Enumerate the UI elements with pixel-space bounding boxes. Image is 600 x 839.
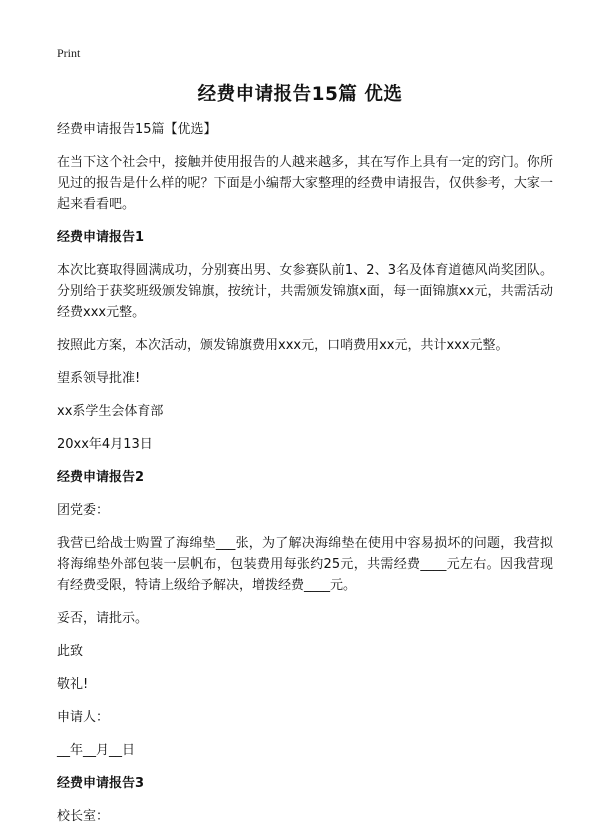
section2-date: __年__月__日 (57, 743, 136, 758)
section1-paragraph: 望系领导批准! (57, 371, 141, 386)
section3-addressee: 校长室： (57, 809, 110, 824)
section-heading-2: 经费申请报告2 (57, 470, 145, 485)
document-body (57, 119, 553, 839)
section2-addressee: 团党委： (57, 503, 110, 518)
section-heading-3: 经费申请报告3 (57, 776, 145, 791)
section2-paragraph: 妥否，请批示。 (57, 611, 149, 626)
section-heading-1: 经费申请报告1 (57, 230, 145, 245)
section1-signature: xx系学生会体育部 (57, 404, 164, 419)
section2-closing: 此致 (57, 644, 84, 659)
section2-applicant: 申请人： (57, 710, 110, 725)
print-label: Print (57, 46, 81, 60)
section1-paragraph: 本次比赛取得圆满成功，分别赛出男、女参赛队前1、2、3名及体育道德风尚奖团队。分别给于获奖班级颁发锦旗，按统计，共需颁发锦旗x面，每一面锦旗xx元，共需活动经费xxx元整。 (57, 263, 553, 320)
section1-paragraph: 按照此方案，本次活动，颁发锦旗费用xxx元，口哨费用xx元，共计xxx元整。 (57, 338, 509, 353)
section2-closing: 敬礼! (57, 677, 89, 692)
section2-paragraph: 我营已给战士购置了海绵垫___张，为了解决海绵垫在使用中容易损坏的问题，我营拟将海绵垫外部包装一层帆布，包装费用每张约25元，共需经费____元左右。因我营现有经费受限，特请上级给予解决，增拨经费____元。 (57, 536, 553, 593)
page-title: 经费申请报告15篇 优选 (197, 84, 403, 105)
section1-date: 20xx年4月13日 (57, 437, 153, 452)
document-subtitle: 经费申请报告15篇【优选】 (57, 122, 217, 137)
intro-paragraph: 在当下这个社会中，接触并使用报告的人越来越多，其在写作上具有一定的窍门。你所见过的报告是什么样的呢？下面是小编帮大家整理的经费申请报告，仅供参考，大家一起来看看吧。 (57, 155, 553, 212)
